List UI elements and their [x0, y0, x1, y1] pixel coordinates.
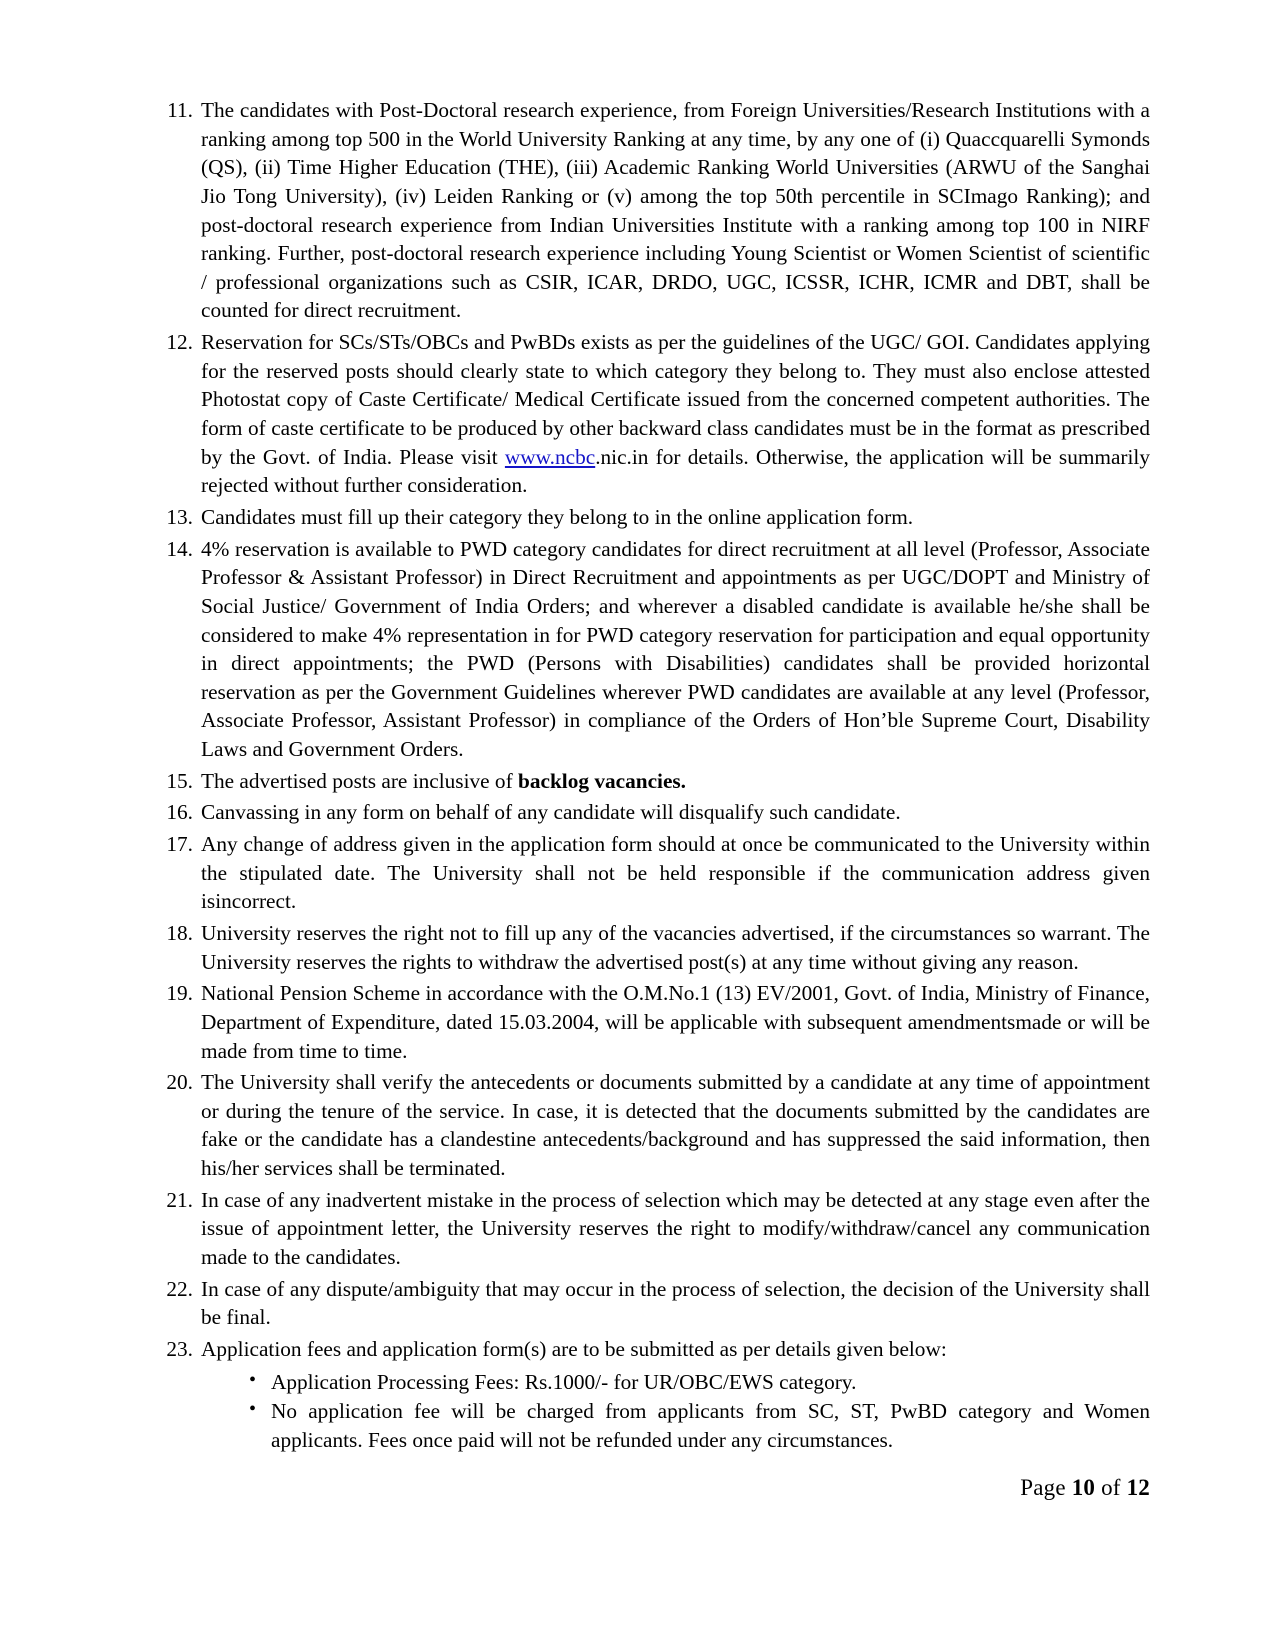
footer-current-page: 10	[1071, 1475, 1096, 1500]
clause-17-text: Any change of address given in the application form should at once be communicated to the University within the stipulated date. The University shall not be held responsible if the communication address given isincorrect.	[201, 832, 1150, 914]
clause-15-emphasis-backlog-vacancies: backlog vacancies.	[518, 768, 687, 793]
clause-item-22	[155, 1275, 1150, 1332]
clause-13-text: Candidates must fill up their category they belong to in the online application form.	[201, 504, 914, 529]
clause-item-23	[155, 1335, 1150, 1455]
clause-20-text: The University shall verify the antecedents or documents submitted by a candidate at any time of appointment or during the tenure of the service. In case, it is detected that the documents submitted by the candidates are fake or the candidate has a clandestine antecedents/background and has suppressed the said information, then his/her services shall be terminated.	[201, 1070, 1150, 1181]
fee-bullet-item	[249, 1397, 1150, 1454]
ncbc-website-link[interactable]: www.ncbc	[504, 444, 596, 469]
clause-19-text: National Pension Scheme in accordance with the O.M.No.1 (13) EV/2001, Govt. of India, Ministry of Finance, Department of Expenditure, dated 15.03.2004, will be applicable with subsequent amendmentsmade or will be made from time to time.	[201, 981, 1150, 1063]
clause-23-text: Application fees and application form(s) are to be submitted as per details given below:	[201, 1336, 947, 1361]
clause-11-text: The candidates with Post-Doctoral research experience, from Foreign Universities/Research Institutions with a ranking among top 500 in the World University Ranking at any time, by any one of (i) Quaccquarelli Symonds (QS), (ii) Time Higher Education (THE), (iii) Academic Ranking World Universities (ARWU of the Sanghai Jio Tong University), (iv) Leiden Ranking or (v) among the top 50th percentile in SCImago Ranking); and post-doctoral research experience from Indian Universities Institute with a ranking among top 100 in NIRF ranking. Further, post-doctoral research experience including Young Scientist or Women Scientist of scientific / professional organizations such as CSIR, ICAR, DRDO, UGC, ICSSR, ICHR, ICMR and DBT, shall be counted for direct recruitment.	[201, 98, 1150, 323]
application-fees-bullet-list	[201, 1368, 1150, 1455]
clause-15-text	[201, 767, 1150, 796]
fee-bullet-text: No application fee will be charged from applicants from SC, ST, PwBD category and Women applicants. Fees once paid will not be refunded under any circumstances.	[271, 1399, 1150, 1452]
clause-item-12	[155, 328, 1150, 500]
clause-12-text	[201, 328, 1150, 500]
clause-item-16	[155, 798, 1150, 827]
fee-bullet-text: Application Processing Fees: Rs.1000/- for UR/OBC/EWS category.	[271, 1369, 857, 1394]
clause-item-21	[155, 1186, 1150, 1272]
clause-22-text: In case of any dispute/ambiguity that may occur in the process of selection, the decision of the University shall be final.	[201, 1276, 1150, 1330]
clause-item-14	[155, 535, 1150, 764]
terms-and-conditions-list	[155, 96, 1150, 1454]
footer-middle: of	[1095, 1475, 1127, 1500]
footer-prefix: Page	[1020, 1475, 1072, 1500]
clause-item-18	[155, 919, 1150, 976]
clause-item-13	[155, 503, 1150, 532]
clause-15-text-plain: The advertised posts are inclusive of	[201, 768, 518, 793]
fee-bullet-item	[249, 1368, 1150, 1397]
clause-12-text-after-link: .nic.in for details. Otherwise, the application will be summarily rejected without further consideration.	[201, 444, 1151, 498]
clause-item-11	[155, 96, 1150, 325]
page-footer	[1020, 1475, 1150, 1501]
clause-item-19	[155, 979, 1150, 1065]
clause-14-text: 4% reservation is available to PWD category candidates for direct recruitment at all level (Professor, Associate Professor & Assistant Professor) in Direct Recruitment and appointments as per UGC/DOPT and Ministry of Social Justice/ Government of India Orders; and wherever a disabled candidate is available he/she shall be considered to make 4% representation in for PWD category reservation for participation and equal opportunity in direct appointments; the PWD (Persons with Disabilities) candidates shall be provided horizontal reservation as per the Government Guidelines wherever PWD candidates are available at any level (Professor, Associate Professor, Assistant Professor) in compliance of the Orders of Hon’ble Supreme Court, Disability Laws and Government Orders.	[201, 536, 1150, 762]
clause-12-text-before-link: Reservation for SCs/STs/OBCs and PwBDs exists as per the guidelines of the UGC/ GOI. Candidates applying for the reserved posts should clearly state to which category they belong to. They must also enclose attested Photostat copy of Caste Certificate/ Medical Certificate issued from the concerned competent authorities. The form of caste certificate to be produced by other backward class candidates must be in the format as prescribed by the Govt. of India. Please visit	[201, 330, 1150, 469]
clause-item-17	[155, 830, 1150, 916]
clause-item-20	[155, 1068, 1150, 1183]
clause-18-text: University reserves the right not to fill up any of the vacancies advertised, if the circumstances so warrant. The University reserves the rights to withdraw the advertised post(s) at any time without giving any reason.	[201, 920, 1150, 974]
clause-21-text: In case of any inadvertent mistake in the process of selection which may be detected at any stage even after the issue of appointment letter, the University reserves the right to modify/withdraw/cancel any communication made to the candidates.	[201, 1187, 1150, 1269]
clause-item-15	[155, 767, 1150, 796]
footer-total-pages: 12	[1126, 1475, 1150, 1500]
clause-16-text: Canvassing in any form on behalf of any candidate will disqualify such candidate.	[201, 800, 901, 825]
